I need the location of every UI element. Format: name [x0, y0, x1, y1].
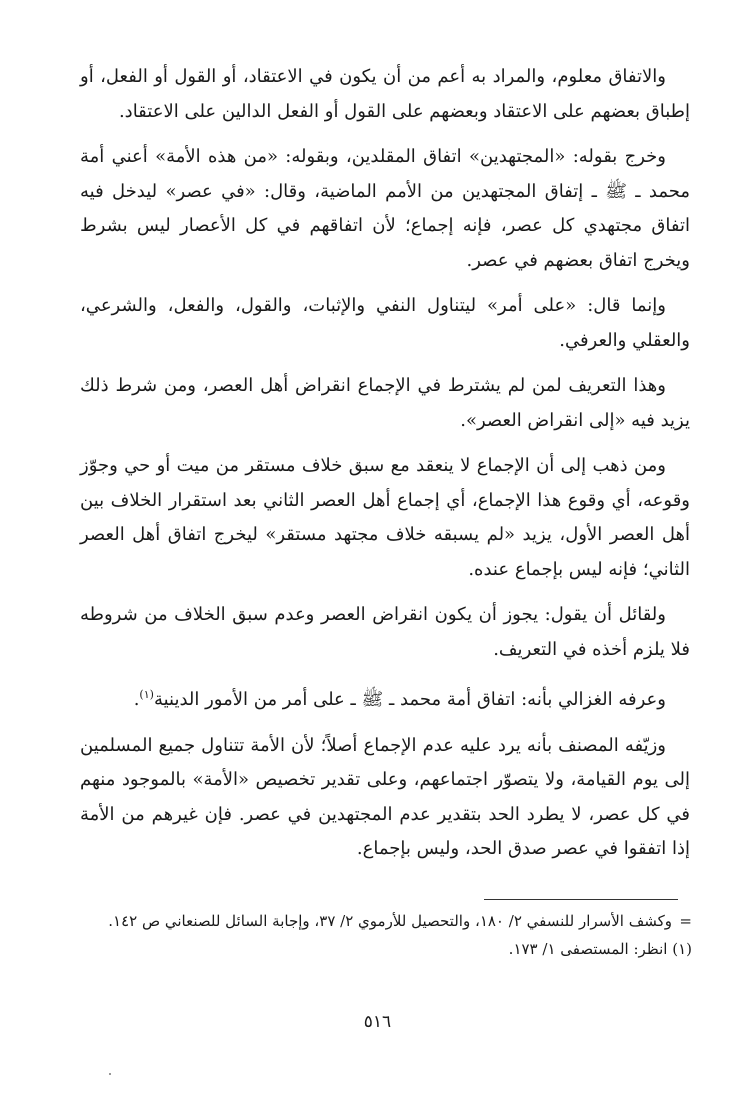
footnote-1-number: (١)	[672, 940, 692, 958]
paragraph-exclusions: وخرج بقوله: «المجتهدين» اتفاق المقلدين، وبقوله: «من هذه الأمة» أعني أمة محمد ـ ﷺ ـ إتفاق المجتهدين من الأمم الماضية، وقال: «في عصر» ليدخل فيه اتفاق مجتهدي كل عصر، فإنه إجماع؛ لأن اتفاقهم في كل الأعصار ليس بشرط ويخرج اتفاق بعضهم في عصر.	[80, 146, 690, 271]
paragraph-objection: ولقائل أن يقول: يجوز أن يكون انقراض العصر وعدم سبق الخلاف من شروطه فلا يلزم أخذه في التعريف.	[80, 604, 690, 660]
footnote-1-text: انظر: المستصفى ١/ ١٧٣.	[508, 940, 668, 958]
footnotes	[80, 907, 692, 963]
footnote-continuation-text: وكشف الأسرار للنسفي ٢/ ١٨٠، والتحصيل للأرموي ٢/ ٣٧، وإجابة السائل للصنعاني ص ١٤٢.	[108, 912, 672, 930]
footnote-separator	[484, 899, 678, 900]
page-number: ٥١٦	[363, 1012, 392, 1032]
paragraph-prior-dispute: ومن ذهب إلى أن الإجماع لا ينعقد مع سبق خلاف مستقر من ميت أو حي وجوّز وقوعه، أي وقوع هذا الإجماع، أي إجماع أهل العصر الثاني بعد استقرار الخلاف بين أهل العصر الأول، يزيد «لم يسبقه خلاف مجتهد مستقر» ليخرج اتفاق أهل العصر الثاني؛ فإنه ليس بإجماع عنده.	[80, 455, 690, 580]
paragraph-on-a-matter: وإنما قال: «على أمر» ليتناول النفي والإثبات، والقول، والفعل، والشرعي، والعقلي والعرفي.	[80, 295, 690, 351]
footnote-reference[interactable]: (١)	[139, 688, 154, 701]
paragraph-author-critique: وزيّفه المصنف بأنه يرد عليه عدم الإجماع أصلاً؛ لأن الأمة تتناول جميع المسلمين إلى يوم القيامة، ولا يتصوّر اجتماعهم، وعلى تقدير تخصيص «الأمة» بالموجود منهم في كل عصر، لا يطرد الحد بتقدير عدم المجتهدين في عصر. فإن غيرهم من الأمة إذا اتفقوا في عصر صدق الحد، وليس بإجماع.	[80, 734, 690, 859]
ghazali-period: .	[133, 689, 140, 710]
paragraph-ghazali-definition	[80, 678, 690, 718]
paragraph-agreement-definition: والاتفاق معلوم، والمراد به أعم من أن يكون في الاعتقاد، أو القول أو الفعل، أو إطباق بعضهم على الاعتقاد وبعضهم على القول أو الفعل الدالين على الاعتقاد.	[80, 66, 690, 122]
paragraph-end-of-era: وهذا التعريف لمن لم يشترط في الإجماع انقراض أهل العصر، ومن شرط ذلك يزيد فيه «إلى انقراض العصر».	[80, 375, 690, 431]
footnote-1	[80, 935, 692, 963]
footnote-continuation	[80, 907, 692, 935]
continuation-mark: =	[679, 912, 692, 930]
main-text	[80, 60, 690, 878]
scan-speck	[109, 1073, 111, 1075]
ghazali-text: وعرفه الغزالي بأنه: اتفاق أمة محمد ـ ﷺ ـ على أمر من الأمور الدينية	[153, 689, 666, 710]
